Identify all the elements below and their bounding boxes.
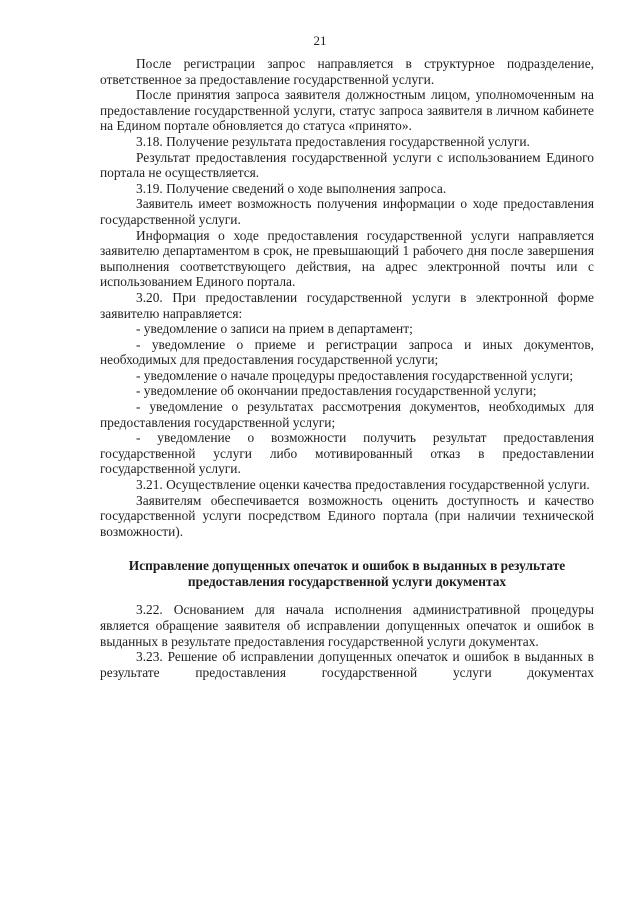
paragraph: Заявитель имеет возможность получения информации о ходе предоставления государственной услуги. <box>100 196 594 227</box>
section-item-3-23: 3.23. Решение об исправлении допущенных опечаток и ошибок в выданных в результате предоставления государственной услуги документах <box>100 649 594 680</box>
section-item-3-20: 3.20. При предоставлении государственной услуги в электронной форме заявителю направляется: <box>100 289 594 321</box>
paragraph: После регистрации запрос направляется в структурное подразделение, ответственное за предоставление государственной услуги. <box>100 56 594 87</box>
list-item: - уведомление о результатах рассмотрения документов, необходимых для предоставления государственной услуги; <box>100 399 594 430</box>
section-item-3-19: 3.19. Получение сведений о ходе выполнения запроса. <box>136 180 447 196</box>
list-item: - уведомление о возможности получить результат предоставления государственной услуги либо мотивированный отказ в предоставлении государственной услуги. <box>100 430 594 477</box>
page-number: 21 <box>313 33 327 48</box>
section-item-3-22: 3.22. Основанием для начала исполнения административной процедуры является обращение заявителя об исправлении допущенных опечаток и ошибок в выданных в результате предоставления государственной услуги документах. <box>100 602 594 649</box>
list-item: - уведомление об окончании предоставления государственной услуги; <box>136 383 537 399</box>
list-item: - уведомление о записи на прием в департамент; <box>136 321 413 337</box>
paragraph: Результат предоставления государственной услуги с использованием Единого портала не осуществляется. <box>100 149 594 181</box>
document-body <box>100 56 594 680</box>
list-item: - уведомление о приеме и регистрации запроса и иных документов, необходимых для предоставления государственной услуги; <box>100 336 594 368</box>
section-item-3-18: 3.18. Получение результата предоставления государственной услуги. <box>136 133 530 149</box>
list-item: - уведомление о начале процедуры предоставления государственной услуги; <box>136 367 574 383</box>
paragraph: Информация о ходе предоставления государственной услуги направляется заявителю департаментом в срок, не превышающий 1 рабочего дня после завершения выполнения соответствующего действия, на адрес электронной почты или с использованием Единого портала. <box>100 227 594 290</box>
spacer <box>100 539 594 547</box>
section-item-3-21: 3.21. Осуществление оценки качества предоставления государственной услуги. <box>136 477 590 493</box>
section-heading: Исправление допущенных опечаток и ошибок в выданных в результате предоставления государственной услуги документах <box>128 558 566 590</box>
paragraph: После принятия запроса заявителя должностным лицом, уполномоченным на предоставление государственной услуги, статус запроса заявителя в личном кабинете на Едином портале обновляется до статуса «принято». <box>100 87 594 134</box>
paragraph: Заявителям обеспечивается возможность оценить доступность и качество государственной услуги посредством Единого портала (при наличии технической возможности). <box>100 492 594 539</box>
